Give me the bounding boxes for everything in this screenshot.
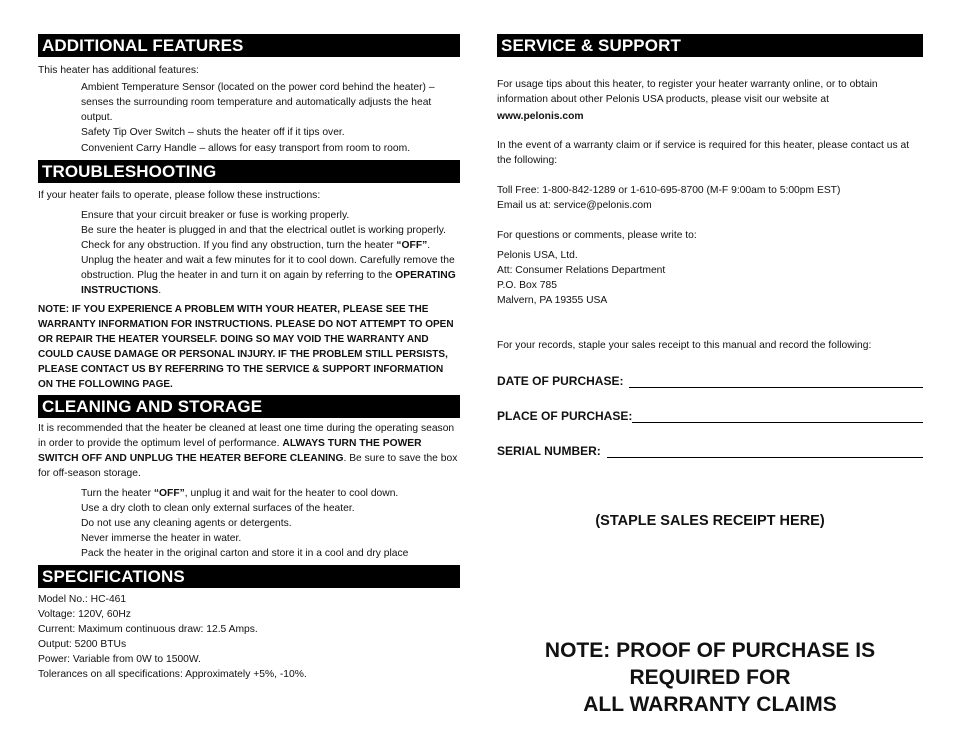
cleaning-item: Pack the heater in the original carton and store it in a cool and dry place <box>81 548 409 559</box>
additional-features-intro: This heater has additional features: <box>38 65 199 76</box>
troubleshooting-note: NOTE: IF YOU EXPERIENCE A PROBLEM WITH YOUR HEATER, PLEASE SEE THE WARRANTY INFORMATION FOR INSTRUCTIONS. PLEASE DO NOT ATTEMPT TO OPEN OR REPAIR THE HEATER YOURSELF. DOING SO MAY VOID THE WARRANTY AND COULD CAUSE DAMAGE OR PERSONAL INJURY. IF THE PROBLEM STILL PERSISTS, PLEASE CONTACT US BY REFERRING TO THE SERVICE & SUPPORT INFORMATION ON THE FOLLOWING PAGE. <box>38 304 454 390</box>
warranty-claim-info: In the event of a warranty claim or if service is required for this heater, please contact us at the following: <box>497 140 910 166</box>
address-line: Pelonis USA, Ltd. <box>497 250 578 261</box>
proof-note-line: NOTE: PROOF OF PURCHASE IS REQUIRED FOR <box>544 639 876 689</box>
usage-info: For usage tips about this heater, to register your heater warranty online, or to obtain information about other Pelonis USA products, please visit our website at <box>497 79 878 105</box>
proof-of-purchase-note <box>497 637 923 718</box>
cleaning-item: Never immerse the heater in water. <box>81 533 242 544</box>
feature-item: Convenient Carry Handle – allows for easy transport from room to room. <box>81 143 411 154</box>
right-column <box>497 34 923 718</box>
email-line: Email us at: service@pelonis.com <box>497 200 652 211</box>
website-link[interactable]: www.pelonis.com <box>497 111 584 122</box>
cleaning-intro: It is recommended that the heater be cleaned at least one time during the operating season in order to provide the optimum level of performance. ALWAYS TURN THE POWER SWITCH OFF AND UNPLUG THE HEATER BEFORE CLEANING. Be sure to save the box for off-season storage. <box>38 423 458 479</box>
spec-line: Power: Variable from 0W to 1500W. <box>38 654 201 665</box>
serial-number-line <box>607 445 923 458</box>
staple-receipt-label: (STAPLE SALES RECEIPT HERE) <box>595 513 825 529</box>
additional-features-heading: ADDITIONAL FEATURES <box>38 34 460 57</box>
address-line: Malvern, PA 19355 USA <box>497 295 608 306</box>
place-of-purchase-label: PLACE OF PURCHASE: <box>497 409 633 423</box>
cleaning-item: Do not use any cleaning agents or detergents. <box>81 518 292 529</box>
toll-free: Toll Free: 1-800-842-1289 or 1-610-695-8700 (M-F 9:00am to 5:00pm EST) <box>497 185 841 196</box>
address-line: Att: Consumer Relations Department <box>497 265 666 276</box>
spec-line: Output: 5200 BTUs <box>38 639 127 650</box>
cleaning-item: Use a dry cloth to clean only external surfaces of the heater. <box>81 503 355 514</box>
left-column <box>38 34 460 682</box>
date-of-purchase-label: DATE OF PURCHASE: <box>497 374 624 388</box>
cleaning-heading: CLEANING AND STORAGE <box>38 395 460 418</box>
serial-number-label: SERIAL NUMBER: <box>497 444 601 458</box>
records-info: For your records, staple your sales receipt to this manual and record the following: <box>497 340 872 351</box>
place-of-purchase-line <box>632 410 923 423</box>
cleaning-item: Turn the heater “OFF”, unplug it and wait for the heater to cool down. <box>81 488 399 499</box>
troubleshooting-item: Be sure the heater is plugged in and that the electrical outlet is working properly. <box>81 225 446 236</box>
troubleshooting-item: Check for any obstruction. If you find any obstruction, turn the heater “OFF”. <box>81 240 431 251</box>
feature-item: Ambient Temperature Sensor (located on the power cord behind the heater) – senses the surrounding room temperature and automatically adjusts the heat output. <box>81 82 435 123</box>
spec-line: Voltage: 120V, 60Hz <box>38 609 131 620</box>
questions-info: For questions or comments, please write to: <box>497 230 697 241</box>
spec-line: Current: Maximum continuous draw: 12.5 Amps. <box>38 624 258 635</box>
troubleshooting-item: Ensure that your circuit breaker or fuse is working properly. <box>81 210 350 221</box>
service-support-heading: SERVICE & SUPPORT <box>497 34 923 57</box>
troubleshooting-heading: TROUBLESHOOTING <box>38 160 460 183</box>
proof-note-line: ALL WARRANTY CLAIMS <box>583 693 837 716</box>
troubleshooting-intro: If your heater fails to operate, please follow these instructions: <box>38 190 321 201</box>
place-of-purchase-field[interactable] <box>497 407 923 423</box>
spec-line: Tolerances on all specifications: Approximately +5%, -10%. <box>38 669 307 680</box>
feature-item: Safety Tip Over Switch – shuts the heater off if it tips over. <box>81 127 345 138</box>
troubleshooting-item: Unplug the heater and wait a few minutes for it to cool down. Carefully remove the obstruction. Plug the heater in and turn it on again by referring to the OPERATING INSTRUCTIONS. <box>81 255 456 296</box>
serial-number-field[interactable] <box>497 442 923 458</box>
date-of-purchase-field[interactable] <box>497 372 923 388</box>
spec-line: Model No.: HC-461 <box>38 594 127 605</box>
specifications-heading: SPECIFICATIONS <box>38 565 460 588</box>
date-of-purchase-line <box>629 375 923 388</box>
address-line: P.O. Box 785 <box>497 280 557 291</box>
